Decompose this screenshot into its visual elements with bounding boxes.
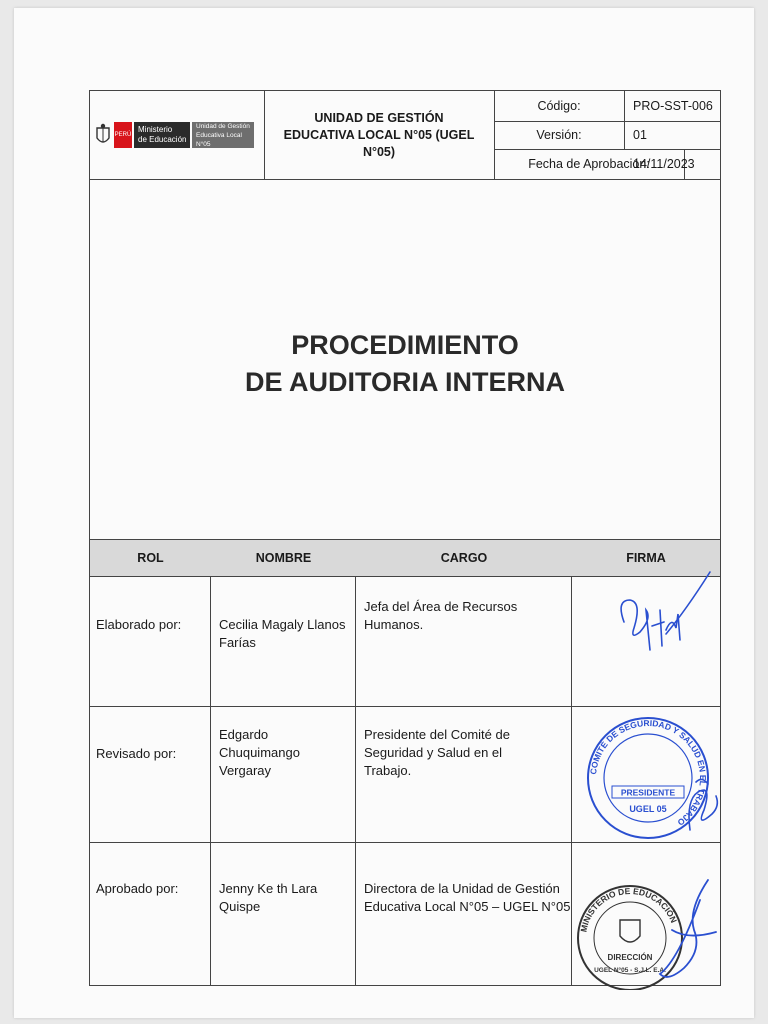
- header-firma: FIRMA: [572, 540, 720, 577]
- peru-flag-badge: [114, 122, 132, 148]
- country-label: PERÚ: [114, 132, 132, 138]
- document-header: [90, 91, 720, 180]
- meta-row-date: [494, 149, 720, 179]
- header-rol: ROL: [90, 540, 211, 577]
- meta-row-version: [494, 121, 720, 150]
- meta-code-value: PRO-SST-006: [633, 99, 713, 113]
- row1-cargo: Jefa del Área de Recursos Humanos.: [364, 599, 518, 632]
- ugel-line2: Educativa Local N°05: [196, 131, 242, 148]
- header-unit-cell: [264, 91, 495, 179]
- header-logo-cell: [90, 91, 265, 179]
- approval-table: [90, 539, 720, 986]
- row1-rol: Elaborado por:: [96, 617, 182, 632]
- meta-date-label: Fecha de Aprobación:: [494, 149, 685, 179]
- ministry-crest-icon: [620, 920, 640, 942]
- committee-seal: [578, 712, 724, 847]
- unit-name: UNIDAD DE GESTIÓN EDUCATIVA LOCAL N°05 (UGEL N°05): [283, 110, 475, 159]
- coat-of-arms-icon: [94, 122, 112, 148]
- ministry-line2: de Educación: [138, 135, 187, 144]
- header-nombre: NOMBRE: [211, 540, 356, 577]
- title-line1: PROCEDIMIENTO: [291, 330, 519, 360]
- row3-cargo: Directora de la Unidad de Gestión Educativa Local N°05 – UGEL N°05: [364, 881, 571, 914]
- document-page: [14, 8, 754, 1018]
- meta-row-code: [494, 91, 720, 122]
- meta-version-label: Versión:: [494, 121, 625, 149]
- document-frame: [89, 90, 721, 986]
- ministry-badge: [134, 122, 190, 148]
- row2-rol: Revisado por:: [96, 746, 177, 761]
- ugel-line1: Unidad de Gestión: [196, 122, 250, 130]
- minedu-logo: [94, 119, 260, 151]
- meta-version-value: 01: [633, 128, 647, 142]
- ministry-seal: [568, 870, 720, 990]
- ministry-seal-ring: MINISTERIO DE EDUCACIÓN: [578, 885, 680, 933]
- row2-cargo: Presidente del Comité de Seguridad y Salud en el Trabajo.: [364, 727, 510, 778]
- ministry-line1: Ministerio: [138, 125, 173, 134]
- col-rol: [90, 540, 211, 986]
- document-meta: [494, 91, 720, 179]
- committee-seal-ring: COMITÉ DE SEGURIDAD Y SALUD EN EL TRABAJO: [588, 717, 709, 828]
- committee-seal-center: PRESIDENTE: [620, 787, 676, 798]
- signature-1: [606, 570, 716, 666]
- committee-seal-bottom: UGEL 05: [629, 804, 667, 814]
- row1-nombre: Cecilia Magaly Llanos Farías: [219, 617, 346, 650]
- title-line2: DE AUDITORIA INTERNA: [244, 367, 565, 397]
- ministry-seal-center: DIRECCIÓN: [607, 953, 653, 962]
- meta-code-label: Código:: [494, 91, 625, 121]
- meta-date-value: 14/11/2023: [633, 157, 695, 171]
- row-divider: [90, 706, 720, 707]
- row3-rol: Aprobado por:: [96, 881, 179, 896]
- header-cargo: CARGO: [356, 540, 572, 577]
- row3-nombre: Jenny Ke th Lara Quispe: [219, 881, 318, 914]
- row2-nombre: Edgardo Chuquimango Vergaray: [219, 727, 300, 778]
- ministry-seal-bottom: UGEL N°05 - S.J.L. E.A.: [594, 967, 666, 974]
- document-title: [90, 327, 720, 401]
- ugel-badge: [192, 122, 254, 148]
